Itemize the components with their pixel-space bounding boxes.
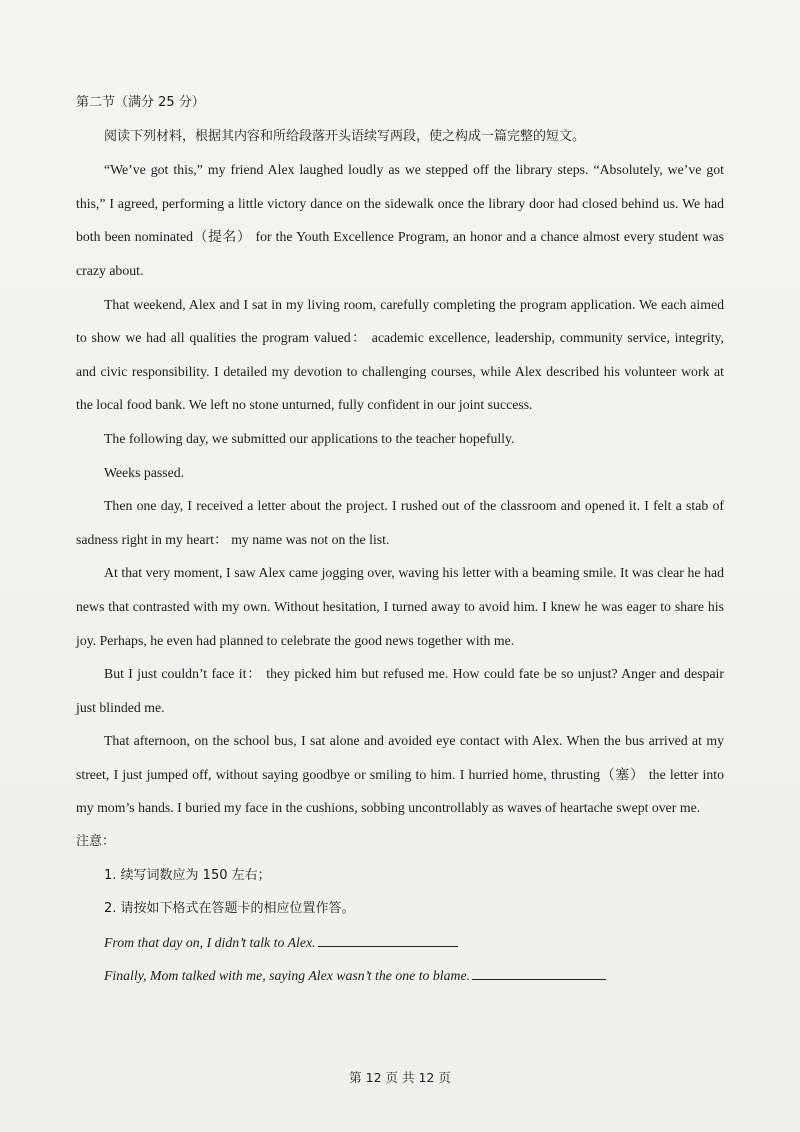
prompt-text-2: Finally, Mom talked with me, saying Alex wasn’t the one to blame.: [104, 968, 471, 984]
answer-blank-2[interactable]: [472, 978, 606, 980]
story-paragraph-5: Then one day, I received a letter about the project. I rushed out of the classroom and opened it. I felt a stab of sadness right in my heart： my name was not on the list.: [76, 498, 724, 547]
story-paragraph-3: The following day, we submitted our applications to the teacher hopefully.: [104, 430, 515, 446]
page-footer: 第 12 页 共 12 页: [349, 1070, 451, 1085]
story-paragraph-2: That weekend, Alex and I sat in my living room, carefully completing the program application. We each aimed to show we had all qualities the program valued： academic excellence, leadership, community service, integrity, and civic responsibility. I detailed my devotion to challenging courses, while Alex described his volunteer work at the local food bank. We left no stone unturned, fully confident in our joint success.: [76, 296, 724, 413]
note-item-2: 2. 请按如下格式在答题卡的相应位置作答。: [104, 901, 355, 917]
section-heading: 第二节（满分 25 分）: [76, 95, 205, 110]
answer-blank-1[interactable]: [318, 945, 458, 947]
instruction-text: 阅读下列材料，根据其内容和所给段落开头语续写两段，使之构成一篇完整的短文。: [104, 128, 586, 144]
story-paragraph-8: That afternoon, on the school bus, I sat alone and avoided eye contact with Alex. When the bus arrived at my street, I just jumped off, without saying goodbye or smiling to him. I hurried home, thrusting（塞） the letter into my mom’s hands. I buried my face in the cushions, sobbing uncontrollably as waves of heartache swept over me.: [76, 733, 724, 816]
story-paragraph-6: At that very moment, I saw Alex came jogging over, waving his letter with a beaming smile. It was clear he had news that contrasted with my own. Without hesitation, I turned away to avoid him. I knew he was eager to share his joy. Perhaps, he even had planned to celebrate the good news together with me.: [76, 565, 724, 648]
prompt-text-1: From that day on, I didn’t talk to Alex.: [104, 934, 316, 950]
prompt-line-2: [76, 959, 724, 993]
notes-label: 注意：: [76, 834, 116, 850]
story-paragraph-7: But I just couldn’t face it： they picked him but refused me. How could fate be so unjust? Anger and despair just blinded me.: [76, 666, 724, 715]
page-content: [76, 86, 724, 993]
note-item-1: 1. 续写词数应为 150 左右；: [104, 867, 271, 883]
story-paragraph-4: Weeks passed.: [104, 464, 185, 480]
story-paragraph-1: “We’ve got this,” my friend Alex laughed loudly as we stepped off the library steps. “Absolutely, we’ve got this,” I agreed, performing a little victory dance on the sidewalk once the library door had closed behind us. We had both been nominated（提名） for the Youth Excellence Program, an honor and a chance almost every student was crazy about.: [76, 162, 724, 278]
prompt-line-1: [76, 926, 724, 960]
